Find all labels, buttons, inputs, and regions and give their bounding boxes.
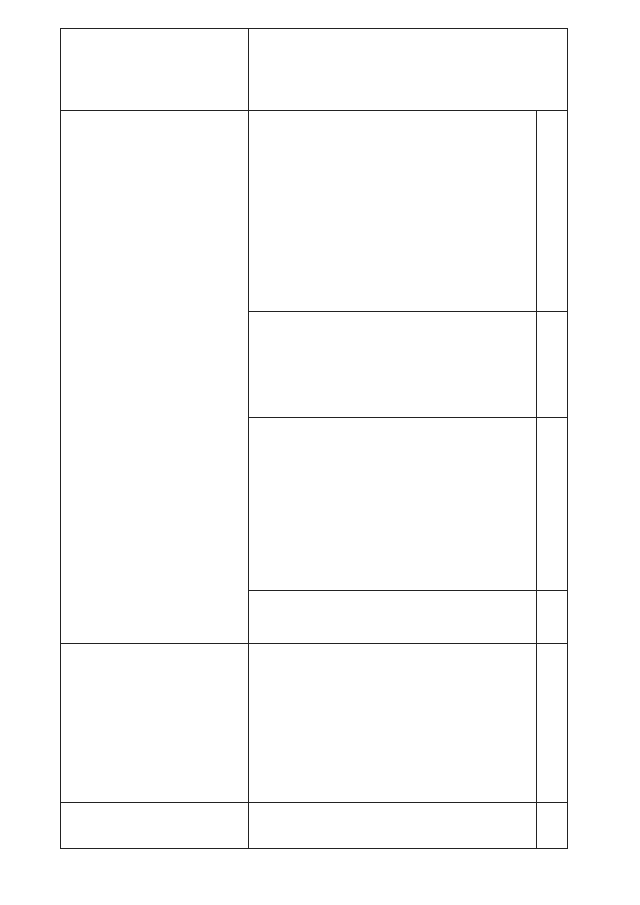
table-row-divider — [248, 590, 568, 591]
table-border-left — [60, 28, 61, 848]
table-row-divider — [60, 110, 568, 111]
row2-method-cell — [250, 112, 535, 310]
col1-cell — [62, 645, 247, 800]
row3-method-cell — [538, 112, 566, 310]
table-border-top — [60, 28, 568, 29]
row3-treatment-cell — [538, 313, 566, 416]
row2-code-cell — [250, 592, 535, 642]
row3-code-cell — [538, 592, 566, 642]
table-col-divider — [536, 110, 537, 848]
table-border-bottom — [60, 848, 568, 849]
table-row-divider — [248, 417, 568, 418]
table-row-divider — [248, 311, 568, 312]
table-col-divider — [248, 28, 249, 848]
row2-treatment-cell — [250, 313, 535, 416]
row2-diagnosis-cell — [250, 419, 535, 589]
table-row-divider — [60, 802, 568, 803]
row1-method-cell — [62, 112, 247, 310]
table-row-divider — [60, 643, 568, 644]
table-border-right — [567, 28, 568, 848]
row3-diagnosis-cell — [538, 419, 566, 589]
